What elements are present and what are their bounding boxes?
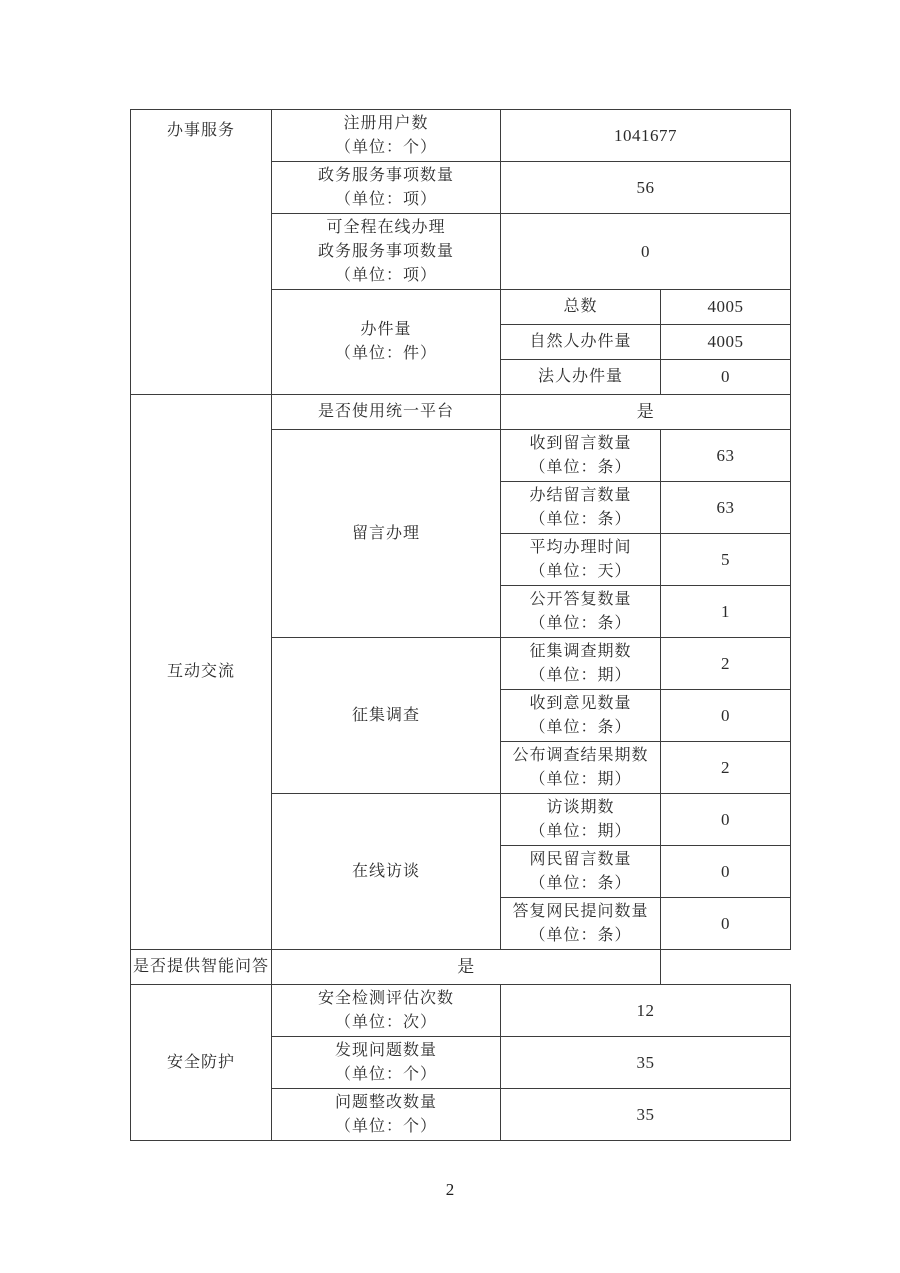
submetric-value: 63 [661, 482, 791, 534]
metric-unit: （单位：次） [334, 1013, 437, 1031]
submetric-label: 平均办理时间 [529, 538, 632, 556]
metric-label-cell [131, 950, 272, 985]
table-row [131, 395, 791, 430]
submetric-value: 4005 [661, 325, 791, 360]
metric-label-cell [272, 985, 501, 1037]
submetric-label-cell [501, 430, 661, 482]
metric-label-cell [272, 162, 501, 214]
submetric-unit: （单位：条） [529, 510, 632, 528]
metric-label-cell [272, 110, 501, 162]
submetric-unit: （单位：期） [529, 822, 632, 840]
metric-value: 是 [501, 395, 791, 430]
submetric-unit: （单位：条） [529, 458, 632, 476]
submetric-label-cell [501, 846, 661, 898]
metric-value: 是 [272, 950, 661, 985]
category-cell-anquanfanghu [131, 985, 272, 1141]
category-label: 互动交流 [166, 663, 235, 680]
metric-label: 政务服务事项数量 [317, 242, 454, 260]
submetric-label: 答复网民提问数量 [512, 902, 649, 920]
submetric-label: 征集调查期数 [529, 642, 632, 660]
category-label: 办事服务 [166, 122, 235, 139]
metric-value: 56 [501, 162, 791, 214]
table-row [131, 110, 791, 162]
category-label: 安全防护 [166, 1053, 235, 1071]
submetric-label: 办结留言数量 [529, 486, 632, 504]
submetric-value: 2 [661, 742, 791, 794]
submetric-label-cell [501, 534, 661, 586]
submetric-label: 公布调查结果期数 [512, 746, 649, 764]
submetric-unit: （单位：天） [529, 562, 632, 580]
group-label: 征集调查 [351, 706, 420, 724]
submetric-unit: （单位：条） [529, 614, 632, 632]
submetric-value: 0 [661, 898, 791, 950]
submetric-unit: （单位：条） [529, 926, 632, 944]
submetric-label-cell [501, 482, 661, 534]
submetric-value: 63 [661, 430, 791, 482]
submetric-value: 4005 [661, 290, 791, 325]
metric-label: 是否使用统一平台 [317, 403, 454, 420]
category-cell-hudongjiaoliu [131, 395, 272, 950]
metric-label: 政务服务事项数量 [317, 166, 454, 184]
metric-value: 0 [501, 214, 791, 290]
submetric-label: 自然人办件量 [501, 325, 661, 360]
metric-unit: （单位：项） [334, 190, 437, 208]
metric-value: 35 [501, 1089, 791, 1141]
metric-label: 问题整改数量 [334, 1093, 437, 1111]
submetric-unit: （单位：条） [529, 874, 632, 892]
submetric-label: 总数 [501, 290, 661, 325]
submetric-unit: （单位：期） [529, 666, 632, 684]
group-label-cell-banjianliang [272, 290, 501, 395]
metric-unit: （单位：个） [334, 1065, 437, 1083]
submetric-value: 2 [661, 638, 791, 690]
submetric-label: 网民留言数量 [529, 850, 632, 868]
submetric-label: 收到留言数量 [529, 434, 632, 452]
submetric-label-cell [501, 690, 661, 742]
metric-label-cell [272, 395, 501, 430]
submetric-unit: （单位：期） [529, 770, 632, 788]
group-label-cell-zhengjidiaocha [272, 638, 501, 794]
submetric-label-cell [501, 742, 661, 794]
group-unit: （单位：件） [334, 345, 437, 362]
submetric-value: 0 [661, 794, 791, 846]
submetric-label: 访谈期数 [546, 798, 615, 816]
group-label-cell-liuyanbanli [272, 430, 501, 638]
metric-value: 12 [501, 985, 791, 1037]
category-cell-banshifuwu [131, 110, 272, 395]
metric-label-cell [272, 1037, 501, 1089]
group-label: 在线访谈 [351, 862, 420, 880]
page-number: 2 [445, 1180, 455, 1199]
report-table [130, 109, 791, 1141]
metric-label: 可全程在线办理 [326, 218, 446, 236]
metric-label: 安全检测评估次数 [317, 989, 454, 1007]
submetric-label: 法人办件量 [501, 360, 661, 395]
submetric-label: 收到意见数量 [529, 694, 632, 712]
submetric-unit: （单位：条） [529, 718, 632, 736]
metric-label-cell [272, 214, 501, 290]
group-label: 办件量 [360, 321, 412, 338]
metric-label: 发现问题数量 [334, 1041, 437, 1059]
submetric-label-cell [501, 794, 661, 846]
submetric-value: 0 [661, 360, 791, 395]
metric-unit: （单位：个） [334, 138, 437, 156]
metric-value: 35 [501, 1037, 791, 1089]
group-label-cell-zaixianfangtan [272, 794, 501, 950]
submetric-value: 5 [661, 534, 791, 586]
submetric-label-cell [501, 586, 661, 638]
metric-value: 1041677 [501, 110, 791, 162]
submetric-value: 0 [661, 690, 791, 742]
group-label: 留言办理 [351, 524, 420, 542]
metric-label: 是否提供智能问答 [132, 958, 269, 975]
table-row [131, 985, 791, 1037]
metric-unit: （单位：项） [334, 266, 437, 284]
submetric-value: 0 [661, 846, 791, 898]
submetric-label-cell [501, 898, 661, 950]
submetric-label: 公开答复数量 [529, 590, 632, 608]
table-row [131, 950, 791, 985]
metric-label-cell [272, 1089, 501, 1141]
submetric-value: 1 [661, 586, 791, 638]
metric-label: 注册用户数 [343, 114, 429, 132]
submetric-label-cell [501, 638, 661, 690]
metric-unit: （单位：个） [334, 1117, 437, 1135]
